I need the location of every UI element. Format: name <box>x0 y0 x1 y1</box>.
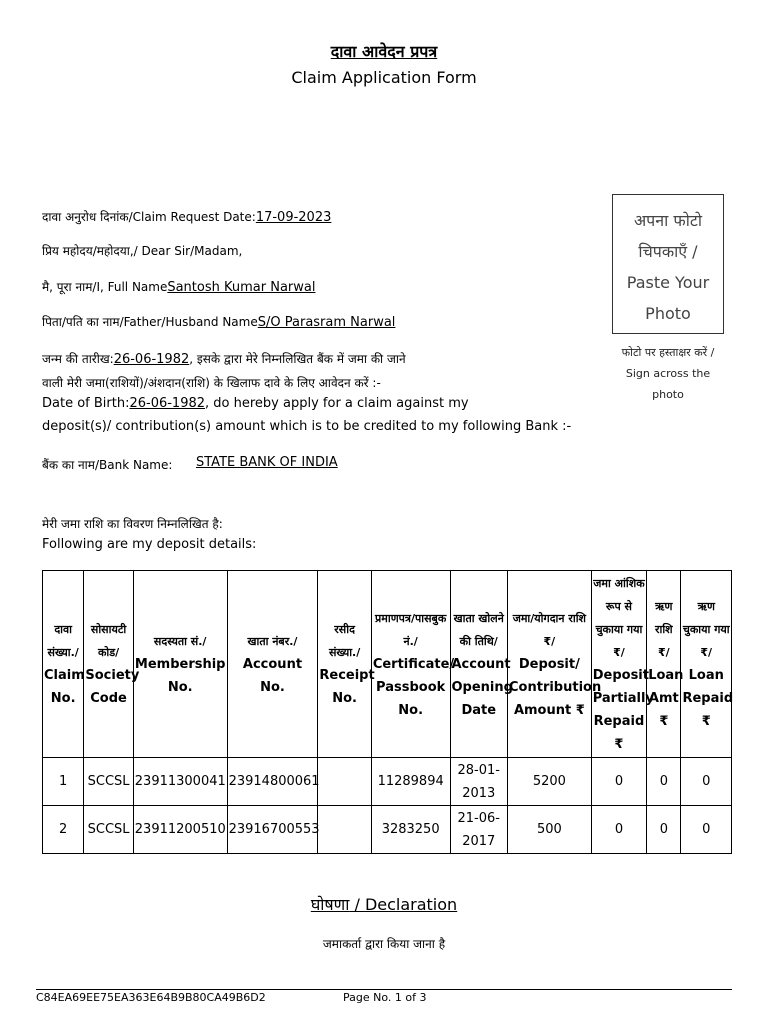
cell-claim-no: 1 <box>43 758 84 806</box>
photo-box-line-2: चिपकाएँ / <box>638 242 698 261</box>
header-membership-no: सदस्यता सं./ Membership No. <box>133 571 227 758</box>
dob-hindi-value: 26-06-1982 <box>113 352 190 367</box>
form-title: Claim Application Form <box>291 68 477 87</box>
deposit-details-table <box>42 570 732 854</box>
photo-box-line-3: Paste Your <box>626 273 710 292</box>
cell-membership-no: 23911200510 <box>133 806 227 854</box>
dob-english-suffix: , do hereby apply for a claim against my <box>205 396 469 411</box>
father-name-line <box>42 313 395 330</box>
cell-deposit-amount: 500 <box>508 806 592 854</box>
header-claim-no: दावा संख्या./ Claim No. <box>43 571 84 758</box>
photo-box-line-1: अपना फोटो <box>633 211 703 230</box>
cell-opening-date: 28-01-2013 <box>450 758 508 806</box>
form-title-hindi: दावा आवेदन प्रपत्र <box>330 42 438 61</box>
table-row <box>43 806 732 854</box>
dob-english-line-1 <box>42 396 469 411</box>
dob-hindi-line-1 <box>42 350 406 367</box>
footer-divider <box>36 989 732 990</box>
cell-membership-no: 23911300041 <box>133 758 227 806</box>
header-loan-repaid: ऋण चुकाया गया ₹/ Loan Repaid ₹ <box>681 571 732 758</box>
cell-account-no: 23916700553 <box>227 806 318 854</box>
declaration-subtitle: जमाकर्ता द्वारा किया जाना है <box>322 937 446 951</box>
photo-placeholder-box <box>612 194 724 334</box>
cell-account-no: 23914800061 <box>227 758 318 806</box>
father-name-value: S/O Parasram Narwal <box>257 315 396 330</box>
photo-note-line-2: Sign across the <box>625 367 711 380</box>
cell-society-code: SCCSL <box>84 806 133 854</box>
cell-receipt-no <box>318 806 371 854</box>
bank-name-value: STATE BANK OF INDIA <box>196 455 338 470</box>
claim-request-date-value: 17-09-2023 <box>255 210 332 225</box>
dob-hindi-prefix: जन्म की तारीख: <box>42 352 114 366</box>
header-deposit-partially-repaid: जमा आंशिक रूप से चुकाया गया ₹/ Deposit Partially Repaid ₹ <box>591 571 646 758</box>
father-name-label: पिता/पति का नाम/Father/Husband Name <box>42 315 258 329</box>
photo-note-line-1: फोटो पर हस्ताक्षर करें / <box>621 346 715 359</box>
footer-document-id: C84EA69EE75EA363E64B9B80CA49B6D2 <box>36 991 266 1004</box>
header-account-no: खाता नंबर./ Account No. <box>227 571 318 758</box>
declaration-title-english: Declaration <box>364 895 458 914</box>
header-certificate-passbook-no: प्रमाणपत्र/पासबुक नं./ Certificate/ Passbook No. <box>371 571 450 758</box>
cell-deposit-repaid: 0 <box>591 806 646 854</box>
cell-loan-amount: 0 <box>647 806 681 854</box>
full-name-line <box>42 278 315 295</box>
photo-box-line-4: Photo <box>645 304 691 323</box>
cell-receipt-no <box>318 758 371 806</box>
deposit-details-hindi: मेरी जमा राशि का विवरण निम्नलिखित है: <box>42 517 223 531</box>
bank-name-label: बैंक का नाम/Bank Name: <box>42 458 173 472</box>
footer-page-number: Page No. 1 of 3 <box>343 991 427 1004</box>
cell-claim-no: 2 <box>43 806 84 854</box>
cell-loan-repaid: 0 <box>681 758 732 806</box>
dob-english-prefix: Date of Birth: <box>42 396 130 411</box>
dob-hindi-line-2: वाली मेरी जमा(राशियों)/अंशदान(राशि) के खिलाफ दावे के लिए आवेदन करें :- <box>42 376 381 390</box>
declaration-title <box>0 893 768 915</box>
cell-loan-repaid: 0 <box>681 806 732 854</box>
cell-deposit-repaid: 0 <box>591 758 646 806</box>
photo-note-line-3: photo <box>652 388 684 401</box>
deposit-details-english: Following are my deposit details: <box>42 537 257 552</box>
declaration-title-hindi: घोषणा <box>310 895 350 914</box>
dob-hindi-suffix: , इसके द्वारा मेरे निम्नलिखित बैंक में जमा की जाने <box>189 352 406 366</box>
cell-opening-date: 21-06-2017 <box>450 806 508 854</box>
header-deposit-amount: जमा/योगदान राशि ₹/ Deposit/ Contribution Amount ₹ <box>508 571 592 758</box>
salutation: प्रिय महोदय/महोदया,/ Dear Sir/Madam, <box>42 244 243 258</box>
table-row <box>43 758 732 806</box>
dob-english-line-2: deposit(s)/ contribution(s) amount which is to be credited to my following Bank :- <box>42 419 572 434</box>
header-account-opening-date: खाता खोलने की तिथि/ Account Opening Date <box>450 571 508 758</box>
claim-request-date-line <box>42 208 331 225</box>
cell-certificate-no: 11289894 <box>371 758 450 806</box>
cell-certificate-no: 3283250 <box>371 806 450 854</box>
full-name-label: मै, पूरा नाम/I, Full Name <box>42 280 168 294</box>
dob-english-value: 26-06-1982 <box>129 396 206 411</box>
cell-deposit-amount: 5200 <box>508 758 592 806</box>
table-header-row <box>43 571 732 758</box>
header-receipt-no: रसीद संख्या./ Receipt No. <box>318 571 371 758</box>
full-name-value: Santosh Kumar Narwal <box>167 280 316 295</box>
header-society-code: सोसायटी कोड/ Society Code <box>84 571 133 758</box>
header-loan-amount: ऋण राशि ₹/ Loan Amt ₹ <box>647 571 681 758</box>
photo-sign-note <box>600 342 736 405</box>
cell-society-code: SCCSL <box>84 758 133 806</box>
cell-loan-amount: 0 <box>647 758 681 806</box>
claim-request-date-label: दावा अनुरोध दिनांक/Claim Request Date: <box>42 210 256 224</box>
declaration-title-separator: / <box>349 895 365 914</box>
